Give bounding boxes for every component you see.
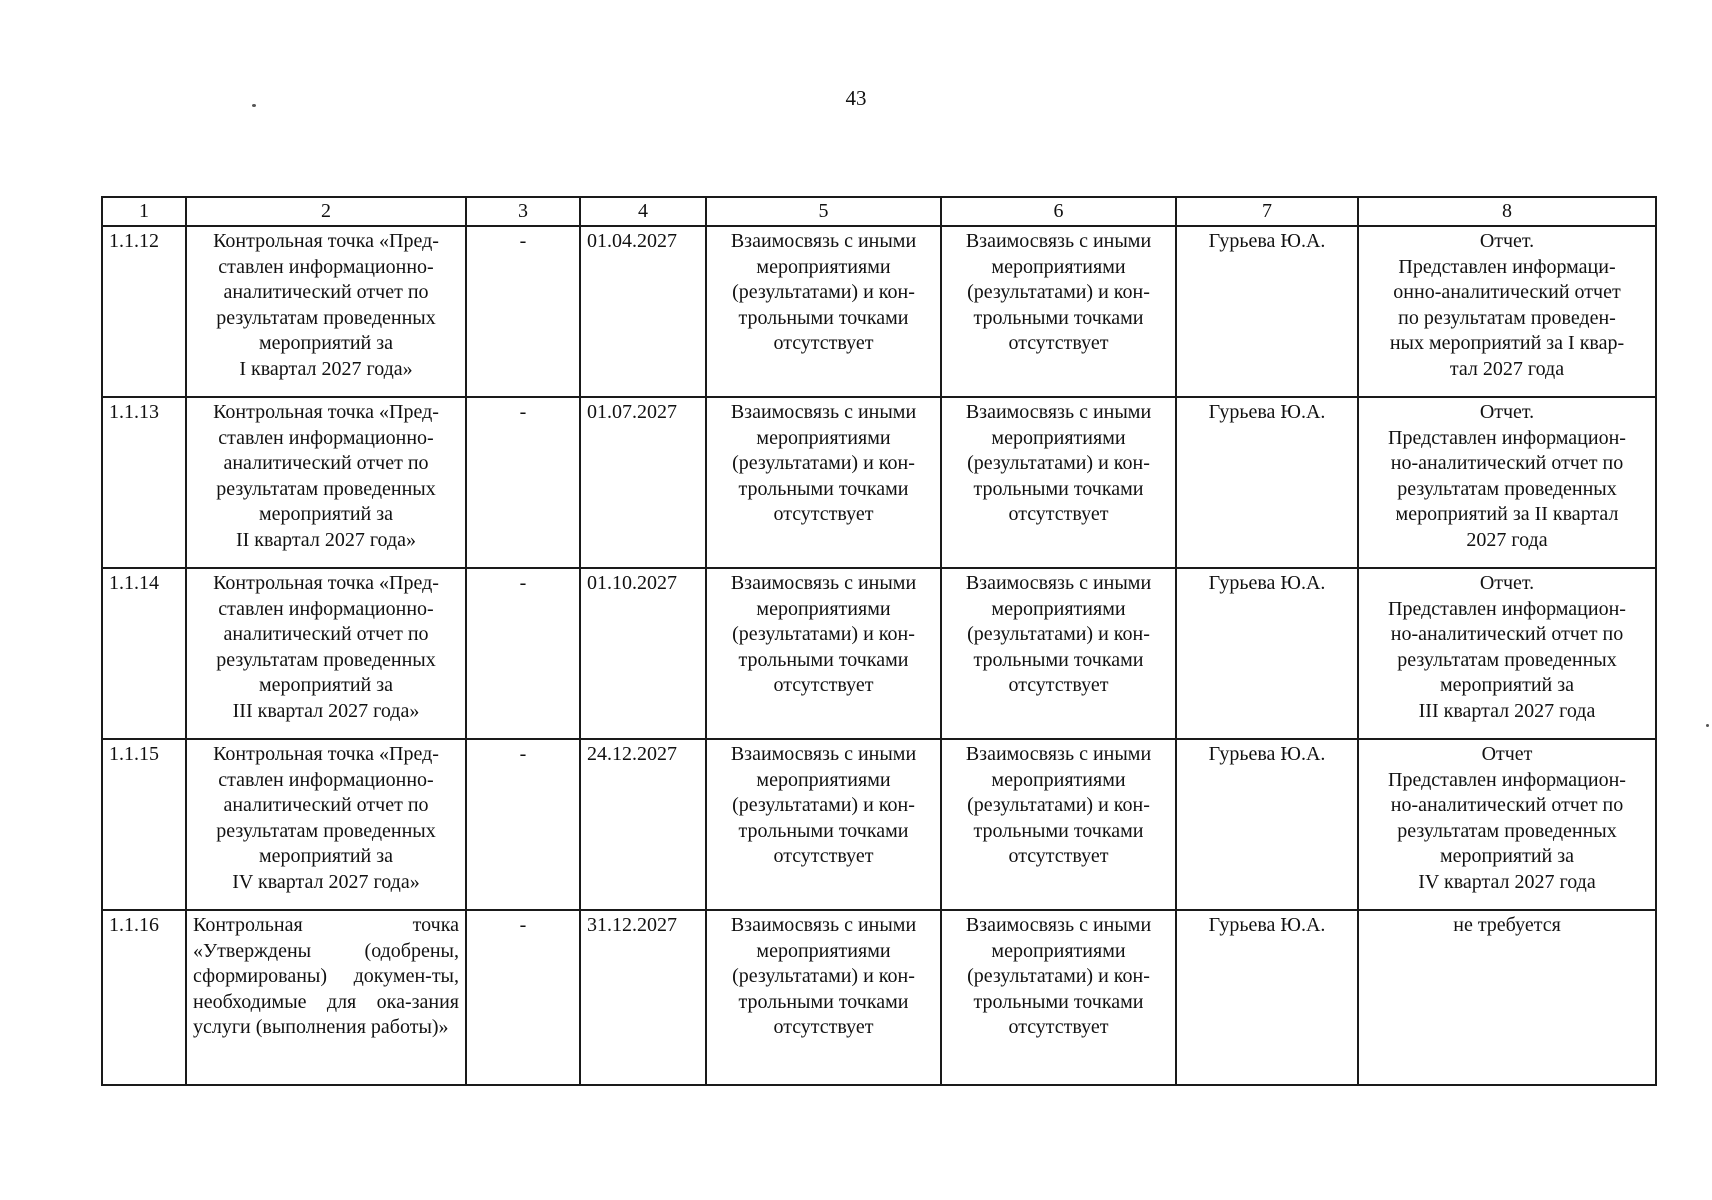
table-header-row	[102, 197, 1656, 226]
column-header: 6	[941, 197, 1176, 226]
executor: Гурьева Ю.А.	[1176, 910, 1358, 1085]
result-document: Отчет Представлен информацион- но-аналитический отчет по результатам проведенных мероприятий за IV квартал 2027 года	[1358, 739, 1656, 910]
relation-previous: Взаимосвязь с иными мероприятиями (результатами) и кон- трольными точками отсутствует	[706, 910, 941, 1085]
relation-next: Взаимосвязь с иными мероприятиями (результатами) и кон- трольными точками отсутствует	[941, 397, 1176, 568]
relation-previous: Взаимосвязь с иными мероприятиями (результатами) и кон- трольными точками отсутствует	[706, 568, 941, 739]
due-date: 01.10.2027	[580, 568, 706, 739]
column-header: 1	[102, 197, 186, 226]
result-document: Отчет. Представлен информацион- но-аналитический отчет по результатам проведенных мероприятий за III квартал 2027 года	[1358, 568, 1656, 739]
scan-artifact-dot	[252, 104, 256, 107]
column-header: 7	[1176, 197, 1358, 226]
table-row	[102, 568, 1656, 739]
executor: Гурьева Ю.А.	[1176, 739, 1358, 910]
column-header: 4	[580, 197, 706, 226]
checkpoint-name: Контрольная точка «Пред- ставлен информационно- аналитический отчет по результатам проведенных мероприятий за IV квартал 2027 года»	[186, 739, 466, 910]
table-row	[102, 910, 1656, 1085]
responsible-cell: -	[466, 397, 580, 568]
scan-artifact-dot	[1706, 724, 1709, 727]
executor: Гурьева Ю.А.	[1176, 226, 1358, 397]
due-date: 01.07.2027	[580, 397, 706, 568]
checkpoint-name: Контрольная точка «Пред- ставлен информационно- аналитический отчет по результатам проведенных мероприятий за III квартал 2027 года»	[186, 568, 466, 739]
due-date: 01.04.2027	[580, 226, 706, 397]
responsible-cell: -	[466, 739, 580, 910]
responsible-cell: -	[466, 226, 580, 397]
checkpoints-table	[101, 196, 1657, 1086]
row-number: 1.1.16	[102, 910, 186, 1085]
relation-previous: Взаимосвязь с иными мероприятиями (результатами) и кон- трольными точками отсутствует	[706, 397, 941, 568]
result-document: не требуется	[1358, 910, 1656, 1085]
responsible-cell: -	[466, 910, 580, 1085]
relation-next: Взаимосвязь с иными мероприятиями (результатами) и кон- трольными точками отсутствует	[941, 910, 1176, 1085]
relation-previous: Взаимосвязь с иными мероприятиями (результатами) и кон- трольными точками отсутствует	[706, 739, 941, 910]
column-header: 3	[466, 197, 580, 226]
relation-next: Взаимосвязь с иными мероприятиями (результатами) и кон- трольными точками отсутствует	[941, 226, 1176, 397]
relation-next: Взаимосвязь с иными мероприятиями (результатами) и кон- трольными точками отсутствует	[941, 568, 1176, 739]
relation-previous: Взаимосвязь с иными мероприятиями (результатами) и кон- трольными точками отсутствует	[706, 226, 941, 397]
checkpoint-name: Контрольная точка «Утверждены (одобрены, сформированы) докумен-ты, необходимые для ока-зания услуги (выполнения работы)»	[186, 910, 466, 1085]
table-row	[102, 739, 1656, 910]
executor: Гурьева Ю.А.	[1176, 568, 1358, 739]
column-header: 5	[706, 197, 941, 226]
result-document: Отчет. Представлен информацион- но-аналитический отчет по результатам проведенных мероприятий за II квартал 2027 года	[1358, 397, 1656, 568]
relation-next: Взаимосвязь с иными мероприятиями (результатами) и кон- трольными точками отсутствует	[941, 739, 1176, 910]
page-number: 43	[845, 86, 867, 110]
row-number: 1.1.13	[102, 397, 186, 568]
table-row	[102, 397, 1656, 568]
row-number: 1.1.12	[102, 226, 186, 397]
executor: Гурьева Ю.А.	[1176, 397, 1358, 568]
row-number: 1.1.15	[102, 739, 186, 910]
checkpoint-name: Контрольная точка «Пред- ставлен информационно- аналитический отчет по результатам проведенных мероприятий за II квартал 2027 года»	[186, 397, 466, 568]
table-row	[102, 226, 1656, 397]
responsible-cell: -	[466, 568, 580, 739]
row-number: 1.1.14	[102, 568, 186, 739]
due-date: 24.12.2027	[580, 739, 706, 910]
due-date: 31.12.2027	[580, 910, 706, 1085]
column-header: 8	[1358, 197, 1656, 226]
checkpoint-name: Контрольная точка «Пред- ставлен информационно- аналитический отчет по результатам проведенных мероприятий за I квартал 2027 года»	[186, 226, 466, 397]
result-document: Отчет. Представлен информаци- онно-аналитический отчет по результатам проведен- ных мероприятий за I квар- тал 2027 года	[1358, 226, 1656, 397]
column-header: 2	[186, 197, 466, 226]
